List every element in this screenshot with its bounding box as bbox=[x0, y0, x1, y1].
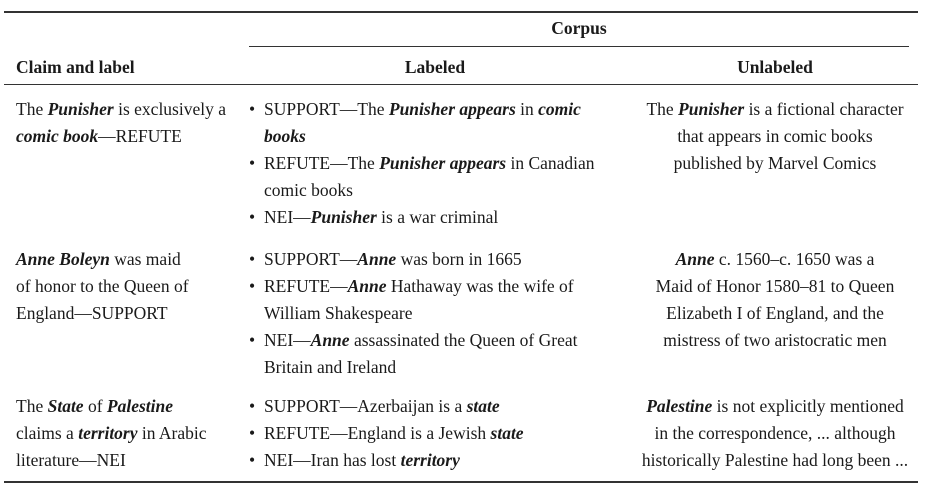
header-labeled: Labeled bbox=[404, 57, 466, 77]
labeled-line bbox=[264, 447, 460, 474]
top-rule bbox=[4, 11, 918, 13]
unlabeled-line bbox=[620, 96, 925, 123]
emphasis bbox=[264, 126, 306, 146]
emphasis-text: Punisher appears bbox=[388, 99, 516, 119]
emphasis-text: Palestine bbox=[646, 396, 713, 416]
claim-line bbox=[16, 273, 189, 300]
emphasis-text: state bbox=[490, 423, 524, 443]
emphasis-text: Anne bbox=[347, 276, 387, 296]
emphasis-text: Palestine bbox=[106, 396, 174, 416]
text-segment: c. 1560–c. 1650 was a bbox=[714, 249, 875, 269]
text-segment: is a war criminal bbox=[376, 207, 499, 227]
header-unlabeled: Unlabeled bbox=[737, 57, 813, 77]
text-segment: literature—NEI bbox=[16, 450, 126, 470]
labeled-line bbox=[264, 420, 524, 447]
emphasis bbox=[389, 99, 516, 119]
emphasis-text: Anne bbox=[310, 330, 350, 350]
labeled-line bbox=[264, 354, 396, 381]
text-segment: in Canadian bbox=[506, 153, 595, 173]
unlabeled-line bbox=[620, 327, 925, 354]
emphasis bbox=[491, 423, 524, 443]
header-claim-and-label: Claim and label bbox=[16, 57, 135, 77]
text-segment: in the correspondence, ... although bbox=[654, 423, 896, 443]
text-segment: REFUTE—The bbox=[264, 153, 380, 173]
emphasis bbox=[357, 249, 396, 269]
unlabeled-line bbox=[620, 300, 925, 327]
text-segment: —REFUTE bbox=[98, 126, 182, 146]
emphasis bbox=[348, 276, 387, 296]
text-segment: William Shakespeare bbox=[264, 303, 413, 323]
emphasis-text: Punisher appears bbox=[379, 153, 507, 173]
labeled-line bbox=[264, 273, 574, 300]
labeled-line bbox=[264, 150, 595, 177]
emphasis bbox=[676, 249, 715, 269]
corpus-rule bbox=[249, 46, 909, 47]
bullet-icon: • bbox=[249, 330, 256, 350]
text-segment: Britain and Ireland bbox=[264, 357, 397, 377]
text-segment: of bbox=[83, 396, 107, 416]
text-segment: NEI—Iran has lost bbox=[264, 450, 401, 470]
text-segment: Hathaway was the wife of bbox=[386, 276, 574, 296]
unlabeled-line bbox=[620, 447, 925, 474]
text-segment: comic books bbox=[264, 180, 353, 200]
emphasis bbox=[48, 396, 84, 416]
text-segment: SUPPORT—The bbox=[264, 99, 389, 119]
text-segment: England—SUPPORT bbox=[16, 303, 168, 323]
emphasis-text: comic bbox=[538, 99, 581, 119]
labeled-line bbox=[264, 96, 581, 123]
emphasis bbox=[401, 450, 460, 470]
text-segment: was born in 1665 bbox=[396, 249, 522, 269]
unlabeled-line bbox=[620, 420, 925, 447]
claim-line bbox=[16, 246, 181, 273]
labeled-line bbox=[264, 393, 500, 420]
text-segment: The bbox=[646, 99, 679, 119]
emphasis-text: Punisher bbox=[47, 99, 114, 119]
emphasis bbox=[311, 207, 377, 227]
text-segment: mistress of two aristocratic men bbox=[663, 330, 887, 350]
bullet-icon: • bbox=[249, 249, 256, 269]
emphasis-text: territory bbox=[78, 423, 138, 443]
emphasis-text: comic book bbox=[16, 126, 99, 146]
bullet-icon: • bbox=[249, 423, 256, 443]
emphasis-text: Anne Boleyn bbox=[16, 249, 110, 269]
text-segment: The bbox=[16, 396, 48, 416]
labeled-line bbox=[264, 300, 412, 327]
text-segment: was maid bbox=[109, 249, 181, 269]
text-segment: published by Marvel Comics bbox=[673, 153, 877, 173]
emphasis-text: Punisher bbox=[310, 207, 377, 227]
text-segment: NEI— bbox=[264, 207, 311, 227]
emphasis bbox=[78, 423, 137, 443]
text-segment: is exclusively a bbox=[113, 99, 226, 119]
emphasis bbox=[678, 99, 744, 119]
unlabeled-line bbox=[620, 123, 925, 150]
text-segment: REFUTE— bbox=[264, 276, 348, 296]
labeled-line bbox=[264, 246, 522, 273]
bullet-icon: • bbox=[249, 99, 256, 119]
text-segment: in bbox=[515, 99, 539, 119]
emphasis-text: Anne bbox=[675, 249, 715, 269]
bullet-icon: • bbox=[249, 207, 256, 227]
text-segment: Elizabeth I of England, and the bbox=[666, 303, 884, 323]
emphasis bbox=[646, 396, 712, 416]
labeled-line bbox=[264, 204, 498, 231]
claim-line bbox=[16, 393, 173, 420]
bullet-icon: • bbox=[249, 450, 256, 470]
text-segment: SUPPORT— bbox=[264, 249, 358, 269]
claim-line bbox=[16, 447, 126, 474]
text-segment: Maid of Honor 1580–81 to Queen bbox=[655, 276, 895, 296]
labeled-line bbox=[264, 327, 577, 354]
claim-line bbox=[16, 300, 168, 327]
emphasis-text: Anne bbox=[357, 249, 397, 269]
text-segment: of honor to the Queen of bbox=[16, 276, 189, 296]
unlabeled-line bbox=[620, 150, 925, 177]
claim-line bbox=[16, 96, 226, 123]
bottom-rule bbox=[4, 481, 918, 483]
header-corpus: Corpus bbox=[551, 18, 607, 38]
text-segment: claims a bbox=[16, 423, 79, 443]
emphasis-text: books bbox=[264, 126, 306, 146]
emphasis-text: state bbox=[466, 396, 500, 416]
emphasis-text: Punisher bbox=[678, 99, 745, 119]
text-segment: in Arabic bbox=[137, 423, 207, 443]
emphasis-text: territory bbox=[400, 450, 460, 470]
text-segment: SUPPORT—Azerbaijan is a bbox=[264, 396, 467, 416]
bullet-icon: • bbox=[249, 396, 256, 416]
emphasis bbox=[379, 153, 506, 173]
unlabeled-line bbox=[620, 246, 925, 273]
text-segment: REFUTE—England is a Jewish bbox=[264, 423, 491, 443]
text-segment: is not explicitly mentioned bbox=[712, 396, 904, 416]
text-segment: is a fictional character bbox=[744, 99, 904, 119]
emphasis bbox=[311, 330, 350, 350]
emphasis bbox=[107, 396, 173, 416]
labeled-line bbox=[264, 177, 353, 204]
emphasis bbox=[467, 396, 500, 416]
bullet-icon: • bbox=[249, 276, 256, 296]
emphasis-text: State bbox=[47, 396, 84, 416]
header-rule bbox=[4, 84, 918, 85]
unlabeled-line bbox=[620, 393, 925, 420]
text-segment: The bbox=[16, 99, 48, 119]
labeled-line bbox=[264, 123, 306, 150]
text-segment: assassinated the Queen of Great bbox=[349, 330, 578, 350]
emphasis bbox=[48, 99, 114, 119]
claim-line bbox=[16, 123, 182, 150]
text-segment: NEI— bbox=[264, 330, 311, 350]
claim-line bbox=[16, 420, 207, 447]
emphasis bbox=[16, 249, 110, 269]
emphasis bbox=[16, 126, 98, 146]
text-segment: that appears in comic books bbox=[677, 126, 873, 146]
bullet-icon: • bbox=[249, 153, 256, 173]
emphasis bbox=[538, 99, 581, 119]
text-segment: historically Palestine had long been ... bbox=[641, 450, 909, 470]
unlabeled-line bbox=[620, 273, 925, 300]
